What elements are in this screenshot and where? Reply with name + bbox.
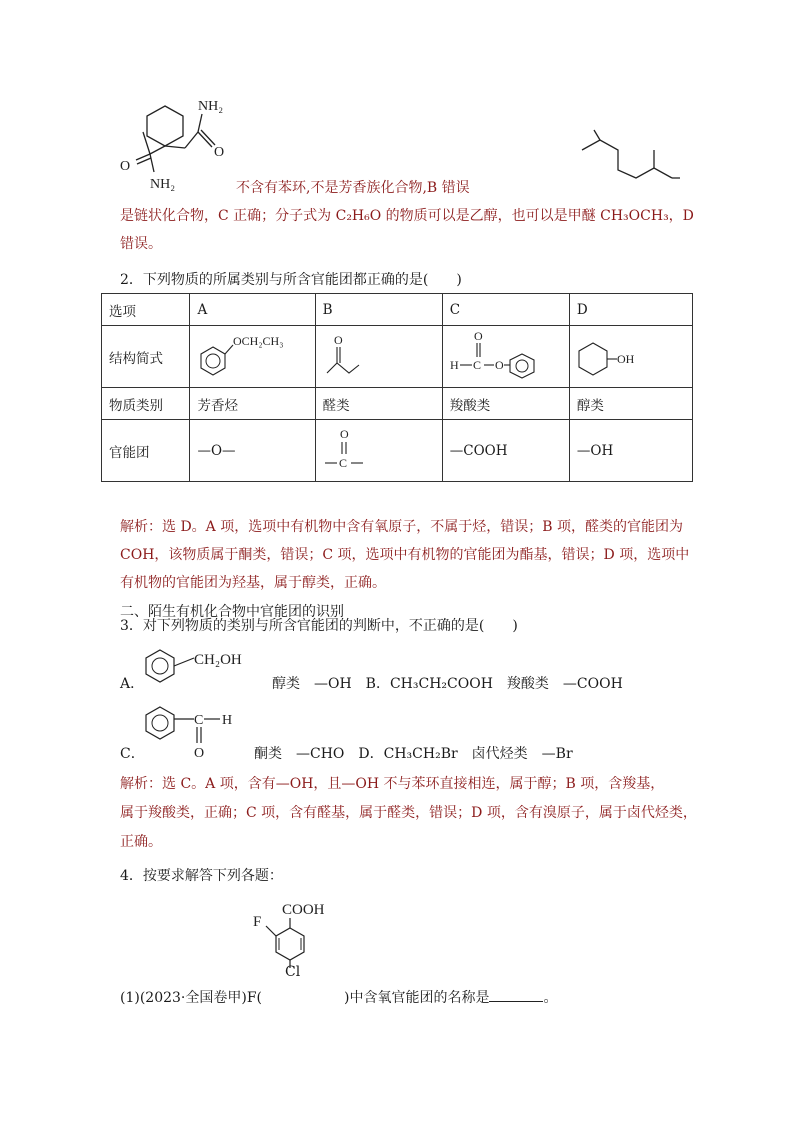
answer-blank[interactable] [489,987,543,1002]
q2-analysis-2: COH，该物质属于酮类，错误；C 项，选项中有机物的官能团为酯基，错误；D 项，选项中 [120,547,690,563]
butanone-structure [323,329,383,381]
header-d: D [569,294,692,326]
fragment-line-1: 不含有苯环,不是芳香族化合物,B 错误 [236,180,470,196]
row-label-struct: 结构简式 [102,326,190,388]
formate-o-top: O [473,328,483,343]
carbonyl-group-structure [323,424,383,474]
ketone-o-label: O [120,159,131,174]
q3-a-label: A． [120,676,145,692]
group-a: —O— [190,420,315,482]
carbonyl-o: O [339,426,349,441]
struct-d-cell [569,326,692,388]
aldehyde-h: H [222,713,233,728]
header-c: C [442,294,569,326]
class-c: 羧酸类 [442,388,569,420]
phenyl-formate-structure [450,329,550,381]
q3-c-label: C． [120,746,145,762]
q3-c-text: 酮类 —CHO D．CH₃CH₂Br 卤代烃类 —Br [254,746,573,762]
q2-options-table [101,293,693,482]
ethoxy-label: OCH₂CH₃ [233,333,284,348]
q3-analysis-1: 解析：选 C。A 项，含有—OH，且—OH 不与苯环直接相连，属于醇；B 项，含羧基， [120,776,665,792]
benzaldehyde-structure [146,705,256,761]
struct-b-cell [315,326,442,388]
q3-stem: 3．对下列物质的类别与所含官能团的判断中，不正确的是( ) [120,618,518,634]
nh2-bottom-label: NH₂ [150,177,176,192]
aldehyde-o: O [194,746,205,761]
q4-part1 [120,984,557,1012]
table-row [102,388,693,420]
fragment-line-3: 错误。 [120,236,162,252]
q4-part1-question: )中含氧官能团的名称是 [344,990,490,1006]
q3-a-text: 醇类 —OH B．CH₃CH₂COOH 羧酸类 —COOH [272,676,623,692]
struct-c-cell [442,326,569,388]
fragment-line-2: 是链状化合物，C 正确；分子式为 C₂H₆O 的物质可以是乙醇，也可以是甲醚 CH₃OCH₃，D [120,208,694,224]
aldehyde-c: C [194,713,204,728]
branched-alkane-structure [580,132,680,192]
struct-a-cell [190,326,315,388]
ch2oh-label: CH₂OH [194,652,242,668]
phenyl-ether-structure [197,329,297,381]
q3-analysis-3: 正确。 [120,834,162,850]
table-row [102,420,693,482]
formate-o-ester: O [494,357,504,372]
table-row [102,326,693,388]
class-a: 芳香烃 [190,388,315,420]
formate-h: H [449,357,459,372]
nh2-top-label: NH₂ [198,99,224,114]
hydroxyl-d: OH [616,351,635,366]
header-option: 选项 [102,294,190,326]
ketone-o-b: O [333,332,343,347]
fluoro-label: F [253,914,262,930]
q2-analysis-3: 有机物的官能团为羟基，属于醇类，正确。 [120,575,386,591]
cooh-label: COOH [282,902,325,918]
group-b-cell [315,420,442,482]
row-label-group: 官能团 [102,420,190,482]
cyclohexanol-structure [577,329,657,381]
q3-analysis-2: 属于羧酸类，正确；C 项，含有醛基，属于醛类，错误；D 项，含有溴原子，属于卤代烃类， [120,805,697,821]
chloro-label: Cl [285,964,301,980]
aminoketone-structure [110,92,250,192]
table-row [102,294,693,326]
formate-c: C [472,357,481,372]
carbonyl-c: C [338,455,347,470]
group-d: —OH [569,420,692,482]
q2-analysis-1: 解析：选 D。A 项，选项中有机物中含有氧原子，不属于烃，错误；B 项，醛类的官能团为 [120,519,683,535]
q4-part1-prefix: (1)(2023·全国卷甲)F( [120,990,263,1006]
group-c: —COOH [442,420,569,482]
benzyl-alcohol-structure [146,648,266,690]
q2-stem: 2．下列物质的所属类别与所含官能团都正确的是( ) [120,272,462,288]
header-a: A [190,294,315,326]
q4-stem: 4．按要求解答下列各题： [120,868,283,884]
amide-o-label: O [214,145,225,160]
q4-part1-end: 。 [543,990,558,1006]
row-label-class: 物质类别 [102,388,190,420]
class-b: 醛类 [315,388,442,420]
class-d: 醇类 [569,388,692,420]
fluoro-chlorobenzoic-acid-structure [252,898,352,978]
header-b: B [315,294,442,326]
section-2-heading: 二、陌生有机化合物中官能团的识别 [120,604,344,620]
